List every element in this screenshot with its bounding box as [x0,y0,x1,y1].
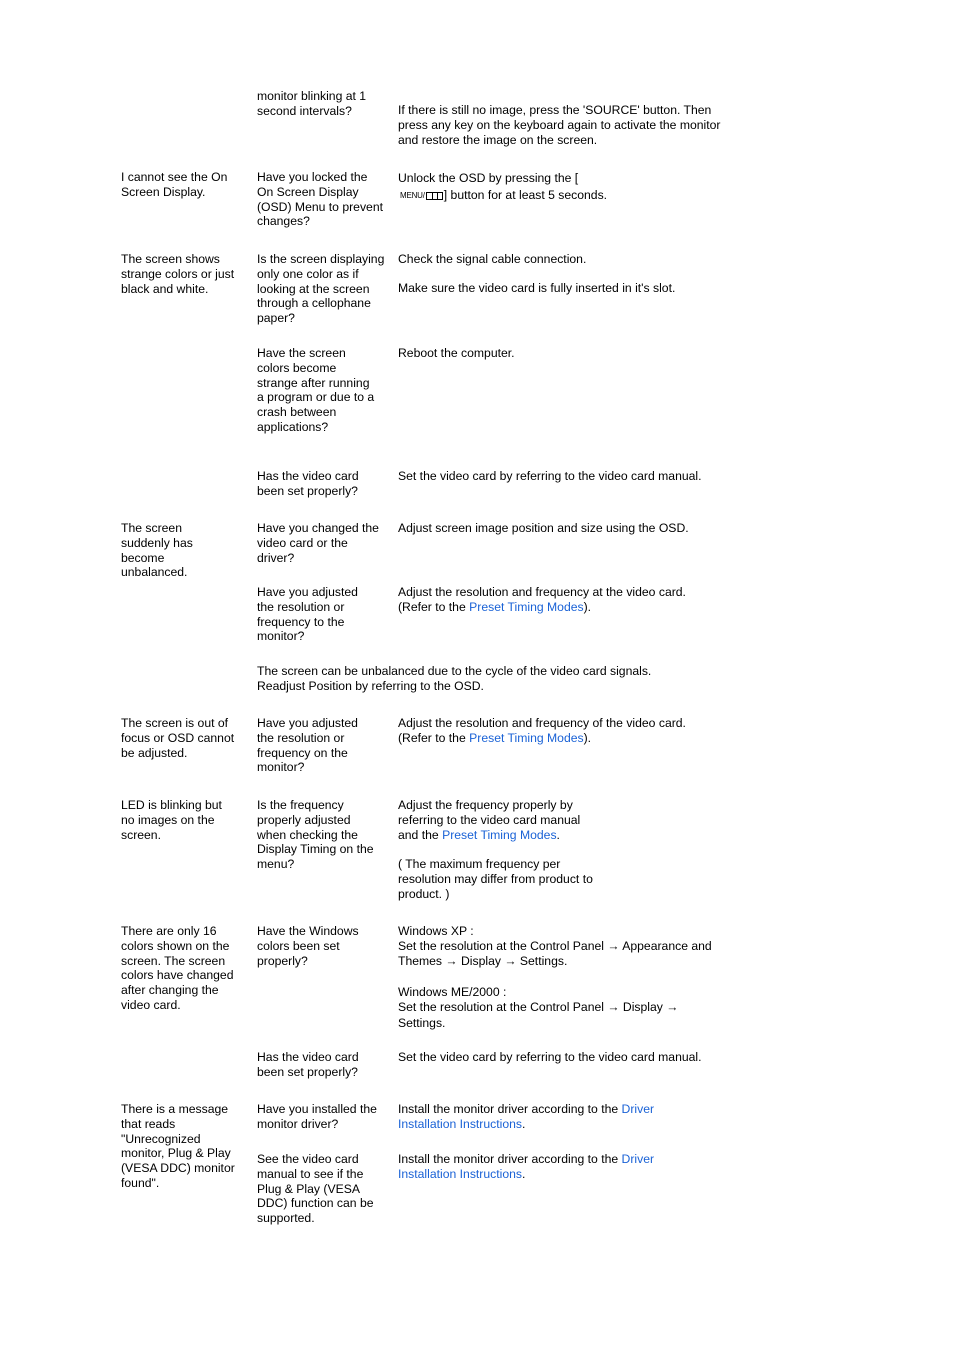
check-question: See the video card manual to see if the Plug & Play (VESA DDC) function can be supported. [257,1152,374,1226]
check-solution [398,1152,688,1182]
check-question: Have you installed the monitor driver? [257,1102,377,1131]
check-solution: Windows ME/2000 : [398,985,507,999]
check-question: Have you changed the video card or the driver? [257,521,379,565]
problem-note: The screen can be unbalanced due to the cycle of the video card signals. Readjust Position by referring to the OSD. [257,664,652,693]
check-question: Have you locked the On Screen Display (OSD) Menu to prevent changes? [257,170,383,229]
check-solution: Set the video card by referring to the video card manual. [398,1050,702,1064]
driver-installation-link[interactable]: Driver Installation Instructions [398,1102,655,1131]
driver-installation-link[interactable]: Driver Installation Instructions [398,1152,655,1181]
menu-key-label: MENU/ [400,190,425,200]
check-solution: Adjust screen image position and size using the OSD. [398,521,689,535]
check-question: Have the screen colors become strange after running a program or due to a crash between applications? [257,346,375,434]
preset-timing-modes-link[interactable]: Preset Timing Modes [442,827,557,842]
check-question: Have the Windows colors been set properly? [257,924,359,968]
problem-text: I cannot see the On Screen Display. [121,170,228,199]
problem-text: The screen suddenly has become unbalanced. [121,521,193,580]
solution-text: . [556,827,560,842]
solution-text: . [521,1116,526,1131]
solution-text: Install the monitor driver according to the [398,1152,622,1166]
check-solution [398,170,608,203]
solution-text: Adjust the resolution and frequency at the video card. (Refer to the [398,585,686,614]
solution-text: Adjust the frequency properly by referring to the video card manual and the [398,798,581,842]
solution-text: ). [583,730,592,745]
problem-text: The screen is out of focus or OSD cannot be adjusted. [121,716,235,760]
check-solution: If there is still no image, press the 'SOURCE' button. Then press any key on the keyboard again to activate the monitor and restore the image on the screen. [398,103,721,147]
check-question: Is the screen displaying only one color as if looking at the screen through a cellophane paper? [257,252,385,326]
check-question: Have you adjusted the resolution or frequency on the monitor? [257,716,358,775]
check-solution [398,716,718,746]
check-solution: Set the resolution at the Control Panel → Display → Settings. [398,1000,679,1030]
solution-text: Unlock the OSD by pressing the [ [398,171,579,185]
check-question: Have you adjusted the resolution or frequency to the monitor? [257,585,358,644]
check-solution [398,798,603,842]
check-question: Has the video card been set properly? [257,1050,359,1079]
check-solution: Reboot the computer. [398,346,515,360]
solution-text: Adjust the resolution and frequency of the video card. (Refer to the [398,716,686,745]
check-question: Has the video card been set properly? [257,469,359,498]
check-question: Is the frequency properly adjusted when checking the Display Timing on the menu? [257,798,374,872]
menu-key-icon [400,191,443,201]
check-solution [398,585,718,615]
check-solution: Windows XP : [398,924,474,938]
solution-text: Install the monitor driver according to the [398,1102,622,1116]
problem-text: There is a message that reads "Unrecognized monitor, Plug & Play (VESA DDC) monitor found". [121,1102,235,1190]
check-solution: Set the resolution at the Control Panel → Appearance and Themes → Display → Settings. [398,939,712,969]
problem-text: LED is blinking but no images on the screen. [121,798,222,842]
check-solution: ( The maximum frequency per resolution may differ from product to product. ) [398,857,593,901]
preset-timing-modes-link[interactable]: Preset Timing Modes [469,599,584,614]
preset-timing-modes-link[interactable]: Preset Timing Modes [469,730,584,745]
check-solution: Make sure the video card is fully inserted in it's slot. [398,281,676,295]
problem-text: The screen shows strange colors or just black and white. [121,252,235,296]
check-solution: Set the video card by referring to the video card manual. [398,469,702,483]
solution-text: ] button for at least 5 seconds. [443,187,608,202]
problem-text: There are only 16 colors shown on the screen. The screen colors have changed after changing the video card. [121,924,234,1012]
check-question: monitor blinking at 1 second intervals? [257,89,367,118]
check-solution: Check the signal cable connection. [398,252,587,266]
solution-text: ). [583,599,592,614]
solution-text: . [521,1166,526,1181]
check-solution [398,1102,688,1132]
